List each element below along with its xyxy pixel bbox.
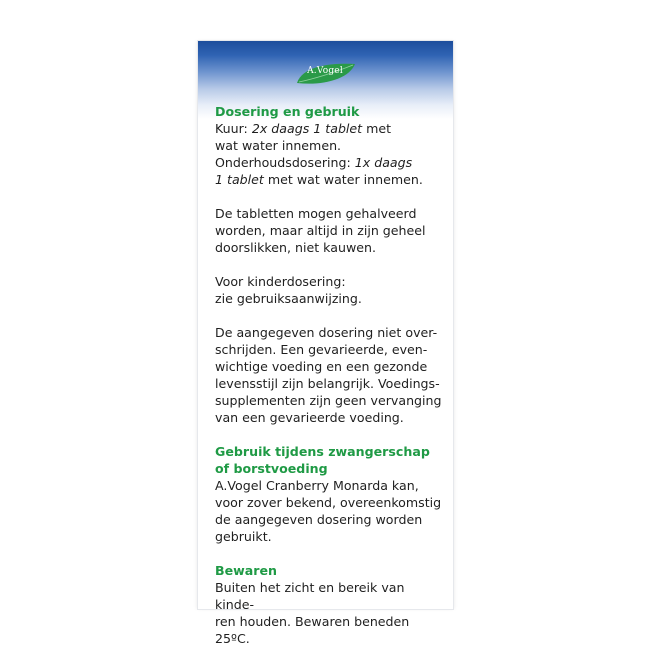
- onderhoud-line-2: [215, 171, 447, 188]
- para2-line-1: De tabletten mogen gehalveerd: [215, 206, 417, 221]
- para3-line-1: Voor kinderdosering:: [215, 274, 346, 289]
- para4-line-6: van een gevarieerde voeding.: [215, 410, 404, 425]
- package-side-panel: [198, 41, 453, 646]
- onderhoud-dose-1: 1x daags: [354, 155, 413, 170]
- avogel-logo: [293, 61, 357, 87]
- logo-text: A.Vogel: [307, 66, 343, 76]
- kuur-label: Kuur:: [215, 121, 252, 136]
- para3-line-2: zie gebruiksaanwijzing.: [215, 291, 362, 306]
- zwanger-line-1: A.Vogel Cranberry Monarda kan,: [215, 478, 419, 493]
- zwanger-line-4: gebruikt.: [215, 529, 272, 544]
- para2-line-3: doorslikken, niet kauwen.: [215, 240, 376, 255]
- onderhoud-line-1: [215, 154, 447, 171]
- para4-line-5: supplementen zijn geen vervanging: [215, 393, 442, 408]
- para4-line-2: schrijden. Een gevarieerde, even-: [215, 342, 428, 357]
- heading-zwangerschap-2: of borstvoeding: [215, 461, 328, 476]
- zwanger-line-2: voor zover bekend, overeenkomstig: [215, 495, 442, 510]
- onderhoud-rest: met wat water innemen.: [263, 172, 423, 187]
- bewaren-line-2: ren houden. Bewaren beneden 25ºC.: [215, 614, 410, 646]
- kuur-line-2: wat water innemen.: [215, 138, 342, 153]
- para2-line-2: worden, maar altijd in zijn geheel: [215, 223, 426, 238]
- onderhoud-label: Onderhoudsdosering:: [215, 155, 355, 170]
- heading-dosering: Dosering en gebruik: [215, 104, 360, 119]
- kuur-rest: met: [362, 121, 392, 136]
- leaflet-text: [215, 103, 447, 647]
- heading-bewaren: Bewaren: [215, 563, 277, 578]
- kuur-line-1: [215, 120, 447, 137]
- para4-line-3: wichtige voeding en een gezonde: [215, 359, 428, 374]
- para4-line-1: De aangegeven dosering niet over-: [215, 325, 438, 340]
- kuur-dose: 2x daags 1 tablet: [251, 121, 363, 136]
- bewaren-line-1: Buiten het zicht en bereik van kinde-: [215, 580, 405, 612]
- heading-zwangerschap-1: Gebruik tijdens zwangerschap: [215, 444, 430, 459]
- zwanger-line-3: de aangegeven dosering worden: [215, 512, 423, 527]
- para4-line-4: levensstijl zijn belangrijk. Voedings-: [215, 376, 440, 391]
- onderhoud-dose-2: 1 tablet: [215, 172, 264, 187]
